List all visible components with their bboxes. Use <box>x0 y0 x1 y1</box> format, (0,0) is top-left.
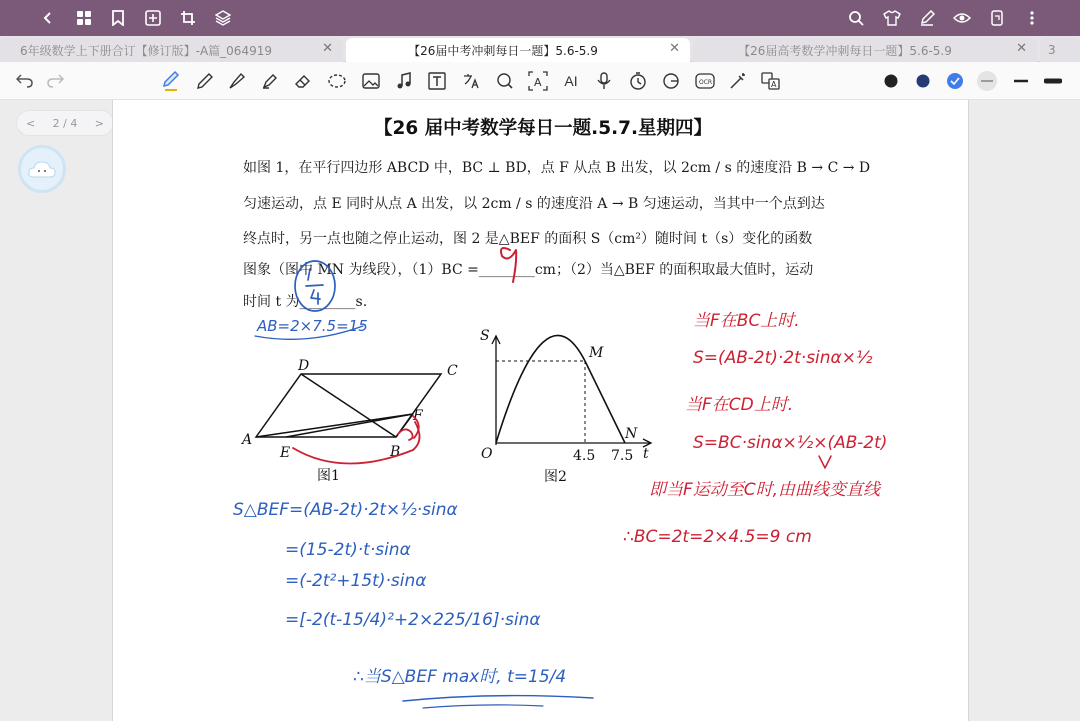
back-icon[interactable] <box>38 8 58 28</box>
color-blue-selected-swatch[interactable] <box>944 70 966 92</box>
red-note-line-5: 即当F运动至C时,由曲线变直线 <box>649 480 881 500</box>
figure-1-parallelogram <box>256 374 441 437</box>
tab-item-2[interactable] <box>346 38 690 62</box>
undo-icon[interactable] <box>14 70 36 92</box>
stroke-thick-option[interactable] <box>1042 70 1064 92</box>
red-note-line-3: 当F在CD上时. <box>685 395 794 415</box>
tab-item-1[interactable] <box>0 38 343 62</box>
page-counter: 2 / 4 <box>52 116 78 130</box>
color-navy-swatch[interactable] <box>912 70 934 92</box>
prev-page-icon[interactable]: < <box>26 116 36 130</box>
point-m-label: M <box>589 345 604 361</box>
text-box-icon[interactable] <box>426 70 448 92</box>
blue-work-line-5: ∴当S△BEF max时, t=15/4 <box>353 667 567 687</box>
problem-line-3: 终点时，另一点也随之停止运动，图 2 是△BEF 的面积 S（cm²）随时间 t（s）变化的函数 <box>243 231 813 247</box>
tick-label-2: 7.5 <box>611 448 634 464</box>
red-solution-notes <box>623 311 887 547</box>
blue-work-line-2: =(15-2t)·t·sinα <box>285 540 411 560</box>
lasso-icon[interactable] <box>326 70 348 92</box>
blue-work-line-1: S△BEF=(AB-2t)·2t×½·sinα <box>233 500 458 520</box>
svg-text:A: A <box>534 76 542 89</box>
tab-item-4[interactable] <box>1040 38 1080 62</box>
figure-1-caption: 图1 <box>317 468 340 484</box>
ocr-search-icon[interactable] <box>494 70 516 92</box>
highlighter-icon[interactable] <box>259 70 281 92</box>
drawing-toolbar <box>0 62 1080 100</box>
redo-icon[interactable] <box>44 70 66 92</box>
problem-line-5: 时间 t 为________s. <box>243 294 368 310</box>
problem-title: 【26 届中考数学每日一题.5.7.星期四】 <box>373 118 712 139</box>
translate-icon[interactable] <box>460 70 482 92</box>
svg-text:OCR: OCR <box>699 79 713 86</box>
handwritten-answer-t <box>295 261 335 311</box>
label-e: E <box>280 445 291 461</box>
fountain-pen-icon[interactable] <box>226 70 248 92</box>
color-black-swatch[interactable] <box>880 70 902 92</box>
ai-icon[interactable]: AI <box>564 73 578 89</box>
red-note-line-4: S=BC·sinα×½×(AB-2t) <box>693 433 888 453</box>
microphone-icon[interactable] <box>593 70 615 92</box>
translate-document-icon[interactable] <box>760 70 782 92</box>
pencil-icon[interactable] <box>194 70 216 92</box>
problem-line-2: 匀速运动，点 E 同时从点 A 出发，以 2cm / s 的速度沿 A → B 匀速运动，当其中一个点到达 <box>243 196 825 212</box>
stroke-thin-option[interactable] <box>976 70 998 92</box>
search-icon[interactable] <box>846 8 866 28</box>
label-f: F <box>413 408 423 424</box>
close-icon[interactable]: ✕ <box>1016 41 1027 56</box>
magic-wand-icon[interactable] <box>727 70 749 92</box>
stroke-medium-option[interactable] <box>1010 70 1032 92</box>
blue-solution-work <box>233 500 566 687</box>
grid-icon[interactable] <box>74 8 94 28</box>
shirt-icon[interactable] <box>882 8 902 28</box>
origin-label: O <box>481 446 493 462</box>
eraser-icon[interactable] <box>292 70 314 92</box>
image-icon[interactable] <box>360 70 382 92</box>
document-page[interactable] <box>112 100 969 721</box>
more-vertical-icon[interactable] <box>1022 8 1042 28</box>
close-icon[interactable]: ✕ <box>322 41 333 56</box>
problem-line-1: 如图 1，在平行四边形 ABCD 中，BC ⊥ BD，点 F 从点 B 出发，以 2cm / s 的速度沿 B → C → D <box>243 160 871 176</box>
app-header-bar <box>0 0 1080 36</box>
handwritten-answer-bc <box>501 248 516 282</box>
timer-icon[interactable] <box>627 70 649 92</box>
pen-edit-icon[interactable] <box>917 8 937 28</box>
pen-icon[interactable] <box>160 70 182 92</box>
tab-label: 【26届高考数学冲刺每日一题】5.6-5.9 <box>738 43 952 58</box>
figure-2-caption: 图2 <box>544 469 567 485</box>
assistant-cloud-icon[interactable] <box>18 145 66 193</box>
bookmark-icon[interactable] <box>108 8 128 28</box>
page-navigator <box>16 110 114 136</box>
red-note-line-1: 当F在BC上时. <box>693 311 800 331</box>
ocr-icon[interactable] <box>694 70 716 92</box>
next-page-icon[interactable]: > <box>94 116 104 130</box>
red-note-line-6: ∴BC=2t=2×4.5=9 cm <box>623 527 812 547</box>
red-note-line-2: S=(AB-2t)·2t·sinα×½ <box>693 348 873 368</box>
tab-item-3[interactable] <box>693 38 1037 62</box>
add-page-icon[interactable] <box>143 8 163 28</box>
close-icon[interactable]: ✕ <box>669 41 680 56</box>
axis-t-label: t <box>643 446 649 462</box>
tab-label: 3 <box>1048 43 1056 57</box>
label-a: A <box>242 432 253 448</box>
point-n-label: N <box>625 426 638 442</box>
figures-and-handwriting <box>113 100 969 721</box>
tab-label: 【26届中考冲刺每日一题】5.6-5.9 <box>408 43 598 58</box>
label-c: C <box>447 363 458 379</box>
red-arc-annotation <box>293 416 420 464</box>
tab-label: 6年级数学上下册合订【修订版】-A篇_064919 <box>20 43 272 58</box>
music-icon[interactable] <box>393 70 415 92</box>
blue-work-line-3: =(-2t²+15t)·sinα <box>285 571 427 591</box>
label-b: B <box>390 444 401 460</box>
tick-label-1: 4.5 <box>573 448 596 464</box>
svg-text:A: A <box>771 80 777 89</box>
blue-work-line-4: =[-2(t-15/4)²+2×225/16]·sinα <box>285 610 541 630</box>
shape-icon[interactable] <box>660 70 682 92</box>
tab-bar <box>0 36 1080 62</box>
label-d: D <box>298 358 310 374</box>
crop-icon[interactable] <box>178 8 198 28</box>
eye-icon[interactable] <box>952 8 972 28</box>
problem-line-4: 图象（图中 MN 为线段），（1）BC =________cm；（2）当△BEF 的面积取最大值时，运动 <box>243 262 814 278</box>
axis-s-label: S <box>480 328 490 344</box>
phone-sync-icon[interactable] <box>987 8 1007 28</box>
note-ab-length: AB=2×7.5=15 <box>257 317 368 335</box>
layers-icon[interactable] <box>213 8 233 28</box>
text-recognition-icon[interactable] <box>527 70 549 92</box>
